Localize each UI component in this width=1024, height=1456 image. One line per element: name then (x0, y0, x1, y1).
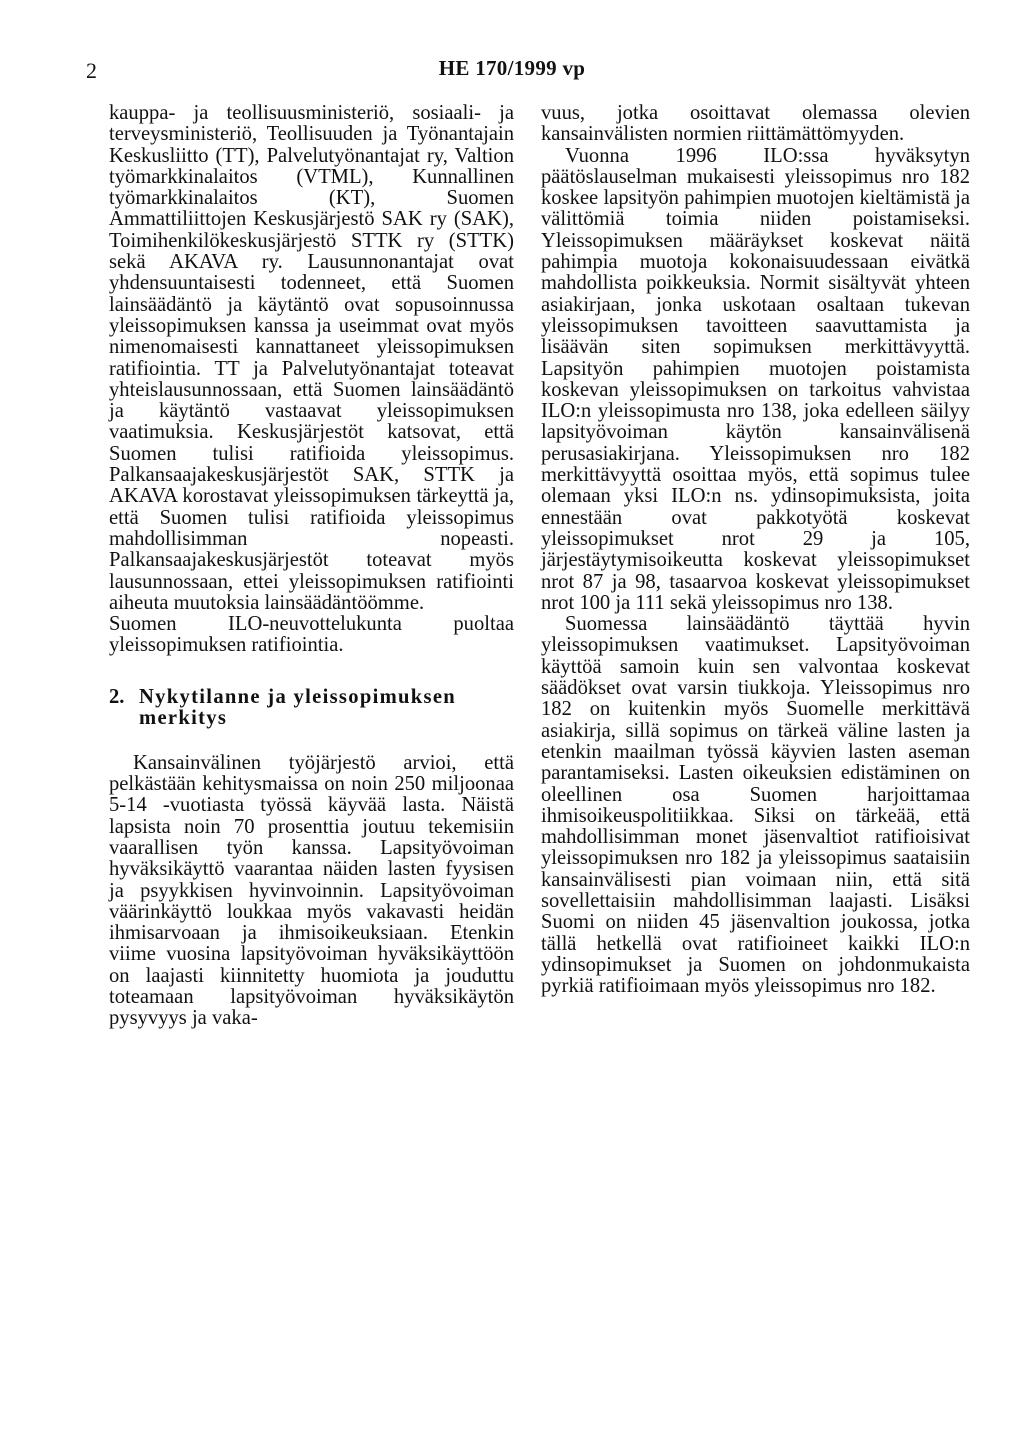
right-paragraph-3: Suomessa lainsäädäntö täyttää hyvin yleissopimuksen vaatimukset. Lapsityövoiman käyttöä samoin kuin sen valvontaa koskevat säädökset ovat varsin tiukkoja. Yleissopimus nro 182 on kuitenkin myös Suomelle merkittävä asiakirja, sillä sopimus on tärkeä väline lasten ja etenkin maailman työssä käyvien lasten aseman parantamiseksi. Lasten oikeuksien edistäminen on oleellinen osa Suomen harjoittamaa ihmisoikeuspolitiikkaa. Siksi on tärkeää, että mahdollisimman monet jäsenvaltiot ratifioisivat yleissopimuksen nro 182 ja yleissopimus saataisiin kansainvälisesti pian voimaan niin, että sitä sovellettaisiin mahdollisimman laajasti. Lisäksi Suomi on niiden 45 jäsenvaltion joukossa, jotka tällä hetkellä ovat ratifioineet kaikki ILO:n ydinsopimukset ja Suomen on johdonmukaista pyrkiä ratifioimaan myös yleissopimus nro 182. (541, 613, 970, 998)
left-paragraph-3: Kansainvälinen työjärjestö arvioi, että pelkästään kehitysmaissa on noin 250 miljoonaa 5-14 -vuotiasta työssä käyvää lasta. Näistä lapsista noin 70 prosenttia joutuu tekemisiin vaarallisen työn kanssa. Lapsityövoiman hyväksikäyttö vaarantaa näiden lasten fyysisen ja psyykkisen hyvinvoinnin. Lapsityövoiman väärinkäyttö loukkaa myös vakavasti heidän ihmisarvoaan ja ihmisoikeuksiaan. Etenkin viime vuosina lapsityövoiman hyväksikäyttöön on laajasti kiinnitetty huomiota ja jouduttu toteamaan lapsityövoiman hyväksikäytön pysyvyys ja vaka- (109, 751, 514, 1030)
page-number: 2 (86, 58, 97, 83)
left-paragraph-1: kauppa- ja teollisuusministeriö, sosiaali- ja terveysministeriö, Teollisuuden ja Työnantajain Keskusliitto (TT), Palvelutyönantajat ry, Valtion työmarkkinalaitos (VTML), Kunnallinen työmarkkinalaitos (KT), Suomen Ammattiliittojen Keskusjärjestö SAK ry (SAK), Toimihenkilökeskusjärjestö STTK ry (STTK) sekä AKAVA ry. Lausunnonantajat ovat yhdensuuntaisesti todenneet, että Suomen lainsäädäntö ja käytäntö ovat sopusoinnussa yleissopimuksen kanssa ja useimmat ovat myös nimenomaisesti kannattaneet yleissopimuksen ratifiointia. TT ja Palvelutyönantajat toteavat yhteislausunnossaan, että Suomen lainsäädäntö ja käytäntö vastaavat yleissopimuksen vaatimuksia. Keskusjärjestöt katsovat, että Suomen tulisi ratifioida yleissopimus. Palkansaajakeskusjärjestöt SAK, STTK ja AKAVA korostavat yleissopimuksen tärkeyttä ja, että Suomen tulisi ratifioida yleissopimus mahdollisimman nopeasti. Palkansaajakeskusjärjestöt toteavat myös lausunnossaan, ettei yleissopimuksen ratifiointi aiheuta muutoksia lainsäädäntöömme. (109, 102, 514, 614)
right-column (541, 103, 970, 997)
right-paragraph-2: Vuonna 1996 ILO:ssa hyväksytyn päätöslauselman mukaisesti yleissopimus nro 182 koskee lapsityön pahimpien muotojen kieltämistä ja välittömiä toimia niiden poistamiseksi. Yleissopimuksen määräykset koskevat näitä pahimpia muotoja kokonaisuudessaan eivätkä mahdollista poikkeuksia. Normit sisältyvät yhteen asiakirjaan, jonka uskotaan osaltaan tukevan yleissopimuksen tavoitteen saavuttamista ja lisäävän siten sopimuksen merkittävyyttä. Lapsityön pahimpien muotojen poistamista koskevan yleissopimuksen on tarkoitus vahvistaa ILO:n yleissopimusta nro 138, joka edelleen säilyy lapsityövoiman käytön kansainvälisenä perusasiakirjana. Yleissopimuksen nro 182 merkittävyyttä osoittaa myös, että sopimus tulee olemaan yksi ILO:n ns. ydinsopimuksista, joita ennestään ovat pakkotyötä koskevat yleissopimukset nrot 29 ja 105, järjestäytymisoikeutta koskevat yleissopimukset nrot 87 ja 98, tasaarvoa koskevat yleissopimukset nrot 100 ja 111 sekä yleissopimus nro 138. (541, 144, 970, 614)
right-paragraph-1: vuus, jotka osoittavat olemassa olevien kansainvälisten normien riittämättömyyden. (541, 102, 970, 146)
running-head: HE 170/1999 vp (438, 56, 586, 80)
left-paragraph-2: Suomen ILO-neuvottelukunta puoltaa yleissopimuksen ratifiointia. (109, 613, 514, 657)
section-number: 2. (109, 685, 125, 708)
section-title: Nykytilanne ja yleissopimuksen merkitys (139, 685, 457, 730)
left-column (109, 103, 514, 1030)
section-heading (109, 687, 514, 730)
